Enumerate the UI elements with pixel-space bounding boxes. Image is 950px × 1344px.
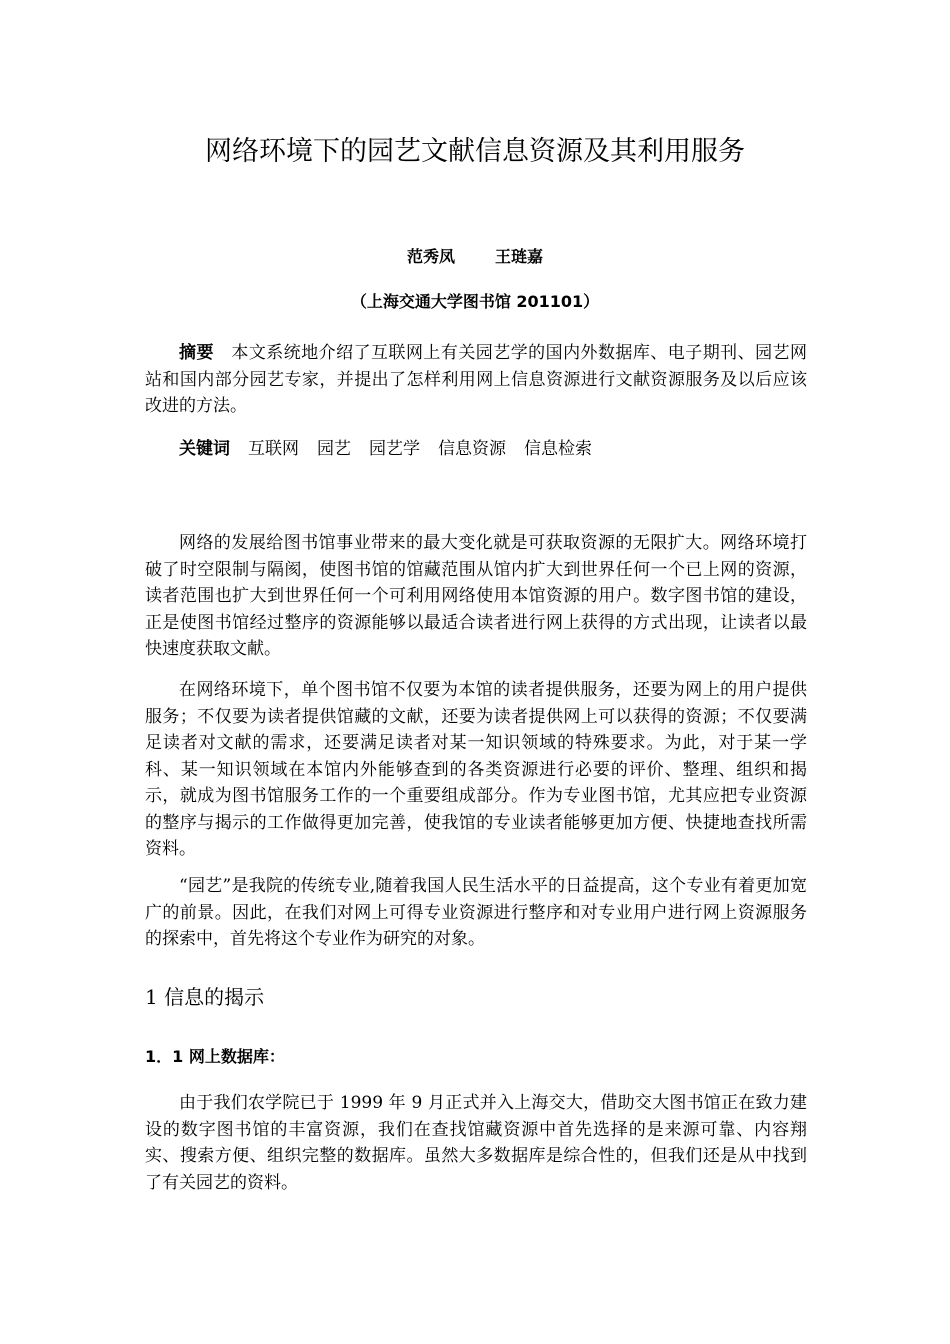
paragraph: “园艺”是我院的传统专业,随着我国人民生活水平的日益提高，这个专业有着更加宽广的前景。因此，在我们对网上可得专业资源进行整序和对专业用户进行网上资源服务的探索中，首先将这个专业作为研究的对象。 xyxy=(145,876,807,949)
abstract-label: 摘要 xyxy=(179,343,214,363)
abstract xyxy=(145,340,807,420)
abstract-text: 本文系统地介绍了互联网上有关园艺学的国内外数据库、电子期刊、园艺网站和国内部分园艺专家，并提出了怎样利用网上信息资源进行文献资源服务及以后应该改进的方法。 xyxy=(145,343,808,416)
author-1: 范秀凤 xyxy=(406,247,455,266)
paragraph: 在网络环境下，单个图书馆不仅要为本馆的读者提供服务，还要为网上的用户提供服务；不仅要为读者提供馆藏的文献，还要为读者提供网上可以获得的资源；不仅要满足读者对文献的需求，还要满足读者对某一知识领域的特殊要求。为此，对于某一学科、某一知识领域在本馆内外能够查到的各类资源进行必要的评价、整理、组织和揭示，就成为图书馆服务工作的一个重要组成部分。作为专业图书馆，尤其应把专业资源的整序与揭示的工作做得更加完善，使我馆的专业读者能够更加方便、快捷地查找所需资料。 xyxy=(145,680,807,859)
paragraph: 网络的发展给图书馆事业带来的最大变化就是可获取资源的无限扩大。网络环境打破了时空限制与隔阂，使图书馆的馆藏范围从馆内扩大到世界任何一个已上网的资源，读者范围也扩大到世界任何一个可利用网络使用本馆资源的用户。数字图书馆的建设，正是使图书馆经过整序的资源能够以最适合读者进行网上获得的方式出现，让读者以最快速度获取文献。 xyxy=(145,533,807,659)
author-2: 王琏嘉 xyxy=(495,247,544,266)
section-heading: 1 信息的揭示 xyxy=(145,985,265,1009)
keyword: 园艺 xyxy=(317,439,351,459)
paragraph: 由于我们农学院已于 1999 年 9 月正式并入上海交大，借助交大图书馆正在致力建设的数字图书馆的丰富资源，我们在查找馆藏资源中首先选择的是来源可靠、内容翔实、搜索方便、组织完整的数据库。虽然大多数据库是综合性的，但我们还是从中找到了有关园艺的资料。 xyxy=(145,1093,807,1193)
page-title: 网络环境下的园艺文献信息资源及其利用服务 xyxy=(205,136,745,167)
keyword: 互联网 xyxy=(248,439,299,459)
keywords xyxy=(179,436,592,462)
keyword: 园艺学 xyxy=(369,439,420,459)
keyword: 信息资源 xyxy=(438,439,506,459)
keywords-label: 关键词 xyxy=(179,439,230,459)
authors-line xyxy=(0,245,950,269)
subsection-heading: 1．1 网上数据库： xyxy=(145,1047,285,1066)
keyword: 信息检索 xyxy=(524,439,592,459)
affiliation: （上海交通大学图书馆 201101） xyxy=(350,292,600,311)
